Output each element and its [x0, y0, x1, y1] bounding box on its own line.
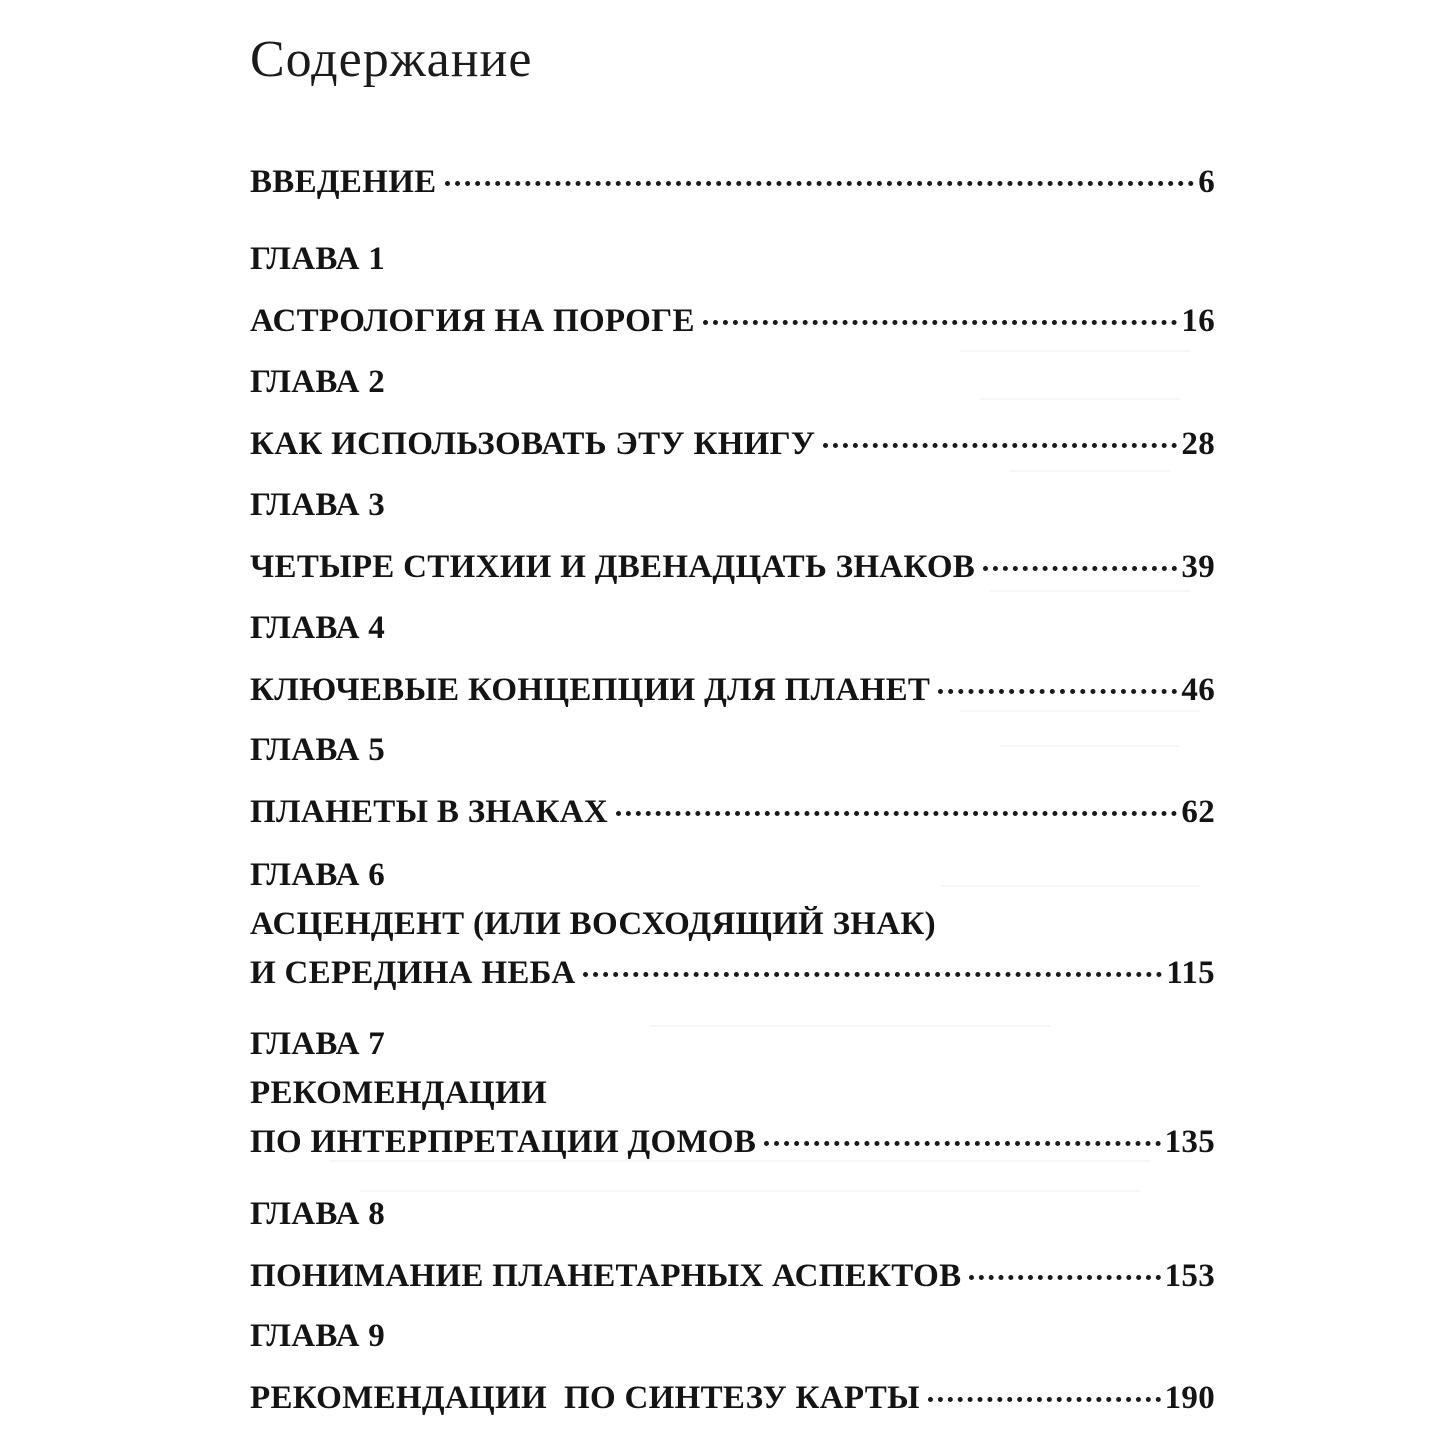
entry-title: КАК ИСПОЛЬЗОВАТЬ ЭТУ КНИГУ	[250, 426, 816, 462]
dot-leader	[764, 1141, 1160, 1146]
page-number: 46	[1181, 672, 1215, 708]
chapter-label: ГЛАВА 8	[250, 1196, 386, 1232]
entry-title: РЕКОМЕНДАЦИИ	[250, 1075, 547, 1111]
page-number: 6	[1198, 164, 1215, 200]
page-number: 115	[1166, 955, 1215, 991]
page-number: 62	[1181, 794, 1215, 830]
page-number: 135	[1164, 1124, 1215, 1160]
entry-title: АСТРОЛОГИЯ НА ПОРОГЕ	[250, 303, 695, 339]
entry-title: АСЦЕНДЕНТ (ИЛИ ВОСХОДЯЩИЙ ЗНАК)	[250, 906, 936, 942]
toc-entry-chapter-3[interactable]	[250, 486, 1215, 586]
entry-title: РЕКОМЕНДАЦИИ ПО СИНТЕЗУ КАРТЫ	[250, 1380, 920, 1416]
page-title: Содержание	[250, 31, 533, 88]
dot-leader	[928, 1397, 1161, 1402]
chapter-label: ГЛАВА 9	[250, 1318, 386, 1354]
entry-title: ЧЕТЫРЕ СТИХИИ И ДВЕНАДЦАТЬ ЗНАКОВ	[250, 549, 976, 585]
chapter-label: ГЛАВА 1	[250, 241, 386, 277]
toc-entry-chapter-1[interactable]	[250, 240, 1215, 340]
entry-title-continued: ПО ИНТЕРПРЕТАЦИИ ДОМОВ	[250, 1124, 757, 1160]
toc-entry-chapter-6[interactable]	[250, 856, 1215, 992]
entry-title: КЛЮЧЕВЫЕ КОНЦЕПЦИИ ДЛЯ ПЛАНЕТ	[250, 672, 931, 708]
dot-leader	[583, 972, 1162, 977]
toc-entry-chapter-5[interactable]	[250, 731, 1215, 831]
chapter-label: ГЛАВА 3	[250, 487, 386, 523]
dot-leader	[823, 443, 1177, 448]
page-number: 16	[1181, 303, 1215, 339]
dot-leader	[445, 181, 1195, 186]
entry-title: ПОНИМАНИЕ ПЛАНЕТАРНЫХ АСПЕКТОВ	[250, 1258, 962, 1294]
dot-leader	[703, 320, 1178, 325]
chapter-label: ГЛАВА 5	[250, 732, 386, 768]
toc-entry-chapter-8[interactable]	[250, 1195, 1215, 1295]
entry-title-continued: И СЕРЕДИНА НЕБА	[250, 955, 576, 991]
toc-entry-chapter-7[interactable]	[250, 1025, 1215, 1161]
page-number: 190	[1164, 1380, 1215, 1416]
chapter-label: ГЛАВА 4	[250, 610, 386, 646]
chapter-label: ГЛАВА 7	[250, 1026, 386, 1062]
dot-leader	[938, 689, 1177, 694]
chapter-label: ГЛАВА 2	[250, 364, 386, 400]
toc-entry-chapter-4[interactable]	[250, 609, 1215, 709]
page-number: 28	[1181, 426, 1215, 462]
dot-leader	[983, 566, 1177, 571]
toc-entry-intro[interactable]	[250, 163, 1215, 201]
dot-leader	[616, 811, 1177, 816]
toc-entry-chapter-9[interactable]	[250, 1317, 1215, 1417]
toc-entry-chapter-2[interactable]	[250, 363, 1215, 463]
dot-leader	[969, 1275, 1160, 1280]
entry-title: ПЛАНЕТЫ В ЗНАКАХ	[250, 794, 609, 830]
chapter-label: ГЛАВА 6	[250, 857, 386, 893]
page-number: 153	[1164, 1258, 1215, 1294]
entry-title: ВВЕДЕНИЕ	[250, 164, 437, 200]
page-number: 39	[1181, 549, 1215, 585]
